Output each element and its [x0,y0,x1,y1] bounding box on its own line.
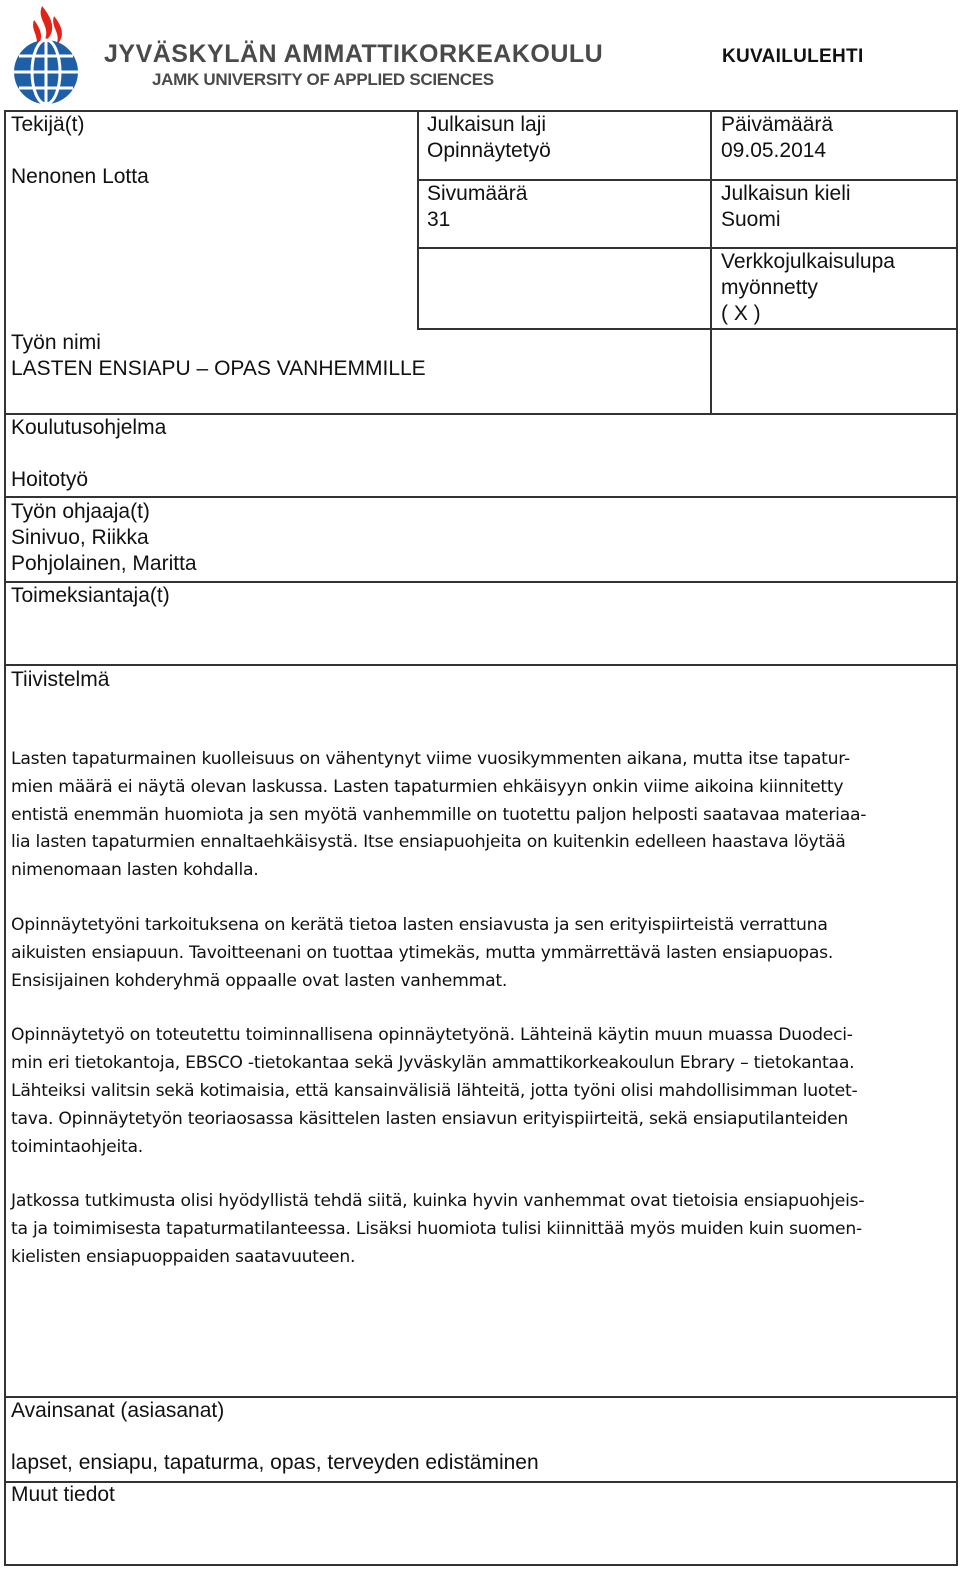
date-value: 09.05.2014 [721,139,827,162]
abstract-line: Jatkossa tutkimusta olisi hyödyllistä tehdä siitä, kuinka hyvin vanhemmat ovat tietoisia ensiapuohjeis- [11,1191,865,1212]
abstract-line: aikuisten ensiapuun. Tavoitteenani on tuottaa ytimekäs, mutta ymmärrettävä lasten ensiapuopas. [11,942,834,963]
pages-label: Sivumäärä [427,182,528,205]
column-divider-2 [710,110,712,415]
online-permission-checkbox: ( X ) [721,302,761,325]
author-label: Tekijä(t) [11,113,85,136]
form-left-border [4,110,6,1566]
other-info-label: Muut tiedot [11,1483,115,1506]
publication-type-value: Opinnäytetyö [427,139,551,162]
publication-type-label: Julkaisun laji [427,113,547,136]
document-header [0,0,960,110]
commissioner-label: Toimeksiantaja(t) [11,584,170,607]
title-label: Työn nimi [11,331,101,354]
school-name-en: JAMK UNIVERSITY OF APPLIED SCIENCES [152,70,494,89]
online-permission-label-line1: Verkkojulkaisulupa [721,250,895,273]
supervisors-label: Työn ohjaaja(t) [11,500,150,523]
language-value: Suomi [721,208,781,231]
abstract-line: entistä enemmän huomiota ja sen myötä vanhemmille on tuotettu paljon helposti saatavaa materiaa- [11,804,867,825]
degree-programme-value: Hoitotyö [11,468,89,491]
row-divider-9 [4,1481,958,1483]
title-value: LASTEN ENSIAPU – OPAS VANHEMMILLE [11,357,426,380]
online-permission-label-line2: myönnetty [721,276,818,299]
column-divider-1 [417,110,419,329]
row-divider-7 [4,664,958,666]
abstract-line: Opinnäytetyö on toteutettu toiminnallisena opinnäytetyönä. Lähteinä käytin muun muassa Duodeci- [11,1025,853,1046]
supervisor-name: Sinivuo, Riikka [11,526,149,549]
keywords-label: Avainsanat (asiasanat) [11,1399,225,1422]
abstract-body [11,746,951,1299]
abstract-line: mien määrä ei näytä olevan laskussa. Lasten tapaturmien ehkäisyyn onkin viime aikoina kiinnitetty [11,776,844,797]
abstract-line: toimintaohjeita. [11,1136,143,1157]
abstract-line: tava. Opinnäytetyön teoriaosassa käsittelen lasten ensiavun erityispiirteitä, sekä ensiaputilanteiden [11,1108,849,1129]
abstract-paragraph [11,1188,951,1271]
language-label: Julkaisun kieli [721,182,851,205]
abstract-line: nimenomaan lasten kohdalla. [11,860,259,881]
abstract-line: Ensisijainen kohderyhmä oppaalle ovat lasten vanhemmat. [11,970,508,991]
abstract-line: Opinnäytetyöni tarkoituksena on kerätä tietoa lasten ensiavusta ja sen erityispiirteistä verrattuna [11,914,828,935]
pages-value: 31 [427,208,451,231]
abstract-line: lia lasten tapaturmien ennaltaehkäisystä. Itse ensiapuohjeita on kuitenkin edelleen haastava löytää [11,832,846,853]
author-value: Nenonen Lotta [11,165,149,188]
date-label: Päivämäärä [721,113,834,136]
abstract-line: Lasten tapaturmainen kuolleisuus on vähentynyt viime vuosikymmenten aikana, mutta itse tapatur- [11,749,850,769]
abstract-label: Tiivistelmä [11,668,110,691]
abstract-line: kielisten ensiapuoppaiden saatavuuteen. [11,1246,356,1267]
row-divider-3 [417,328,712,330]
abstract-line: Lähteiksi valitsin sekä kotimaisia, että kansainvälisiä lähteitä, jotta työni olisi mahdollisimman luotet- [11,1080,858,1101]
abstract-paragraph [11,912,951,995]
row-divider-3b [710,328,958,330]
keywords-value: lapset, ensiapu, tapaturma, opas, terveyden edistäminen [11,1451,539,1474]
abstract-line: ta ja toimimisesta tapaturmatilanteessa. Lisäksi huomiota tulisi kiinnittää myös muiden kuin suomen- [11,1219,862,1240]
school-name-fi: JYVÄSKYLÄN AMMATTIKORKEAKOULU [104,40,604,68]
document-type: KUVAILULEHTI [722,46,864,67]
jamk-flame-globe-logo-icon [8,2,88,106]
form-bottom-border [4,1564,958,1566]
row-divider-5 [4,496,958,498]
supervisor-name: Pohjolainen, Maritta [11,552,197,575]
abstract-paragraph [11,746,951,885]
abstract-paragraph [11,1022,951,1161]
abstract-line: min eri tietokantoja, EBSCO -tietokantaa sekä Jyväskylän ammattikorkeakoulun Ebrary – tietokantaa. [11,1053,855,1074]
degree-programme-label: Koulutusohjelma [11,416,167,439]
